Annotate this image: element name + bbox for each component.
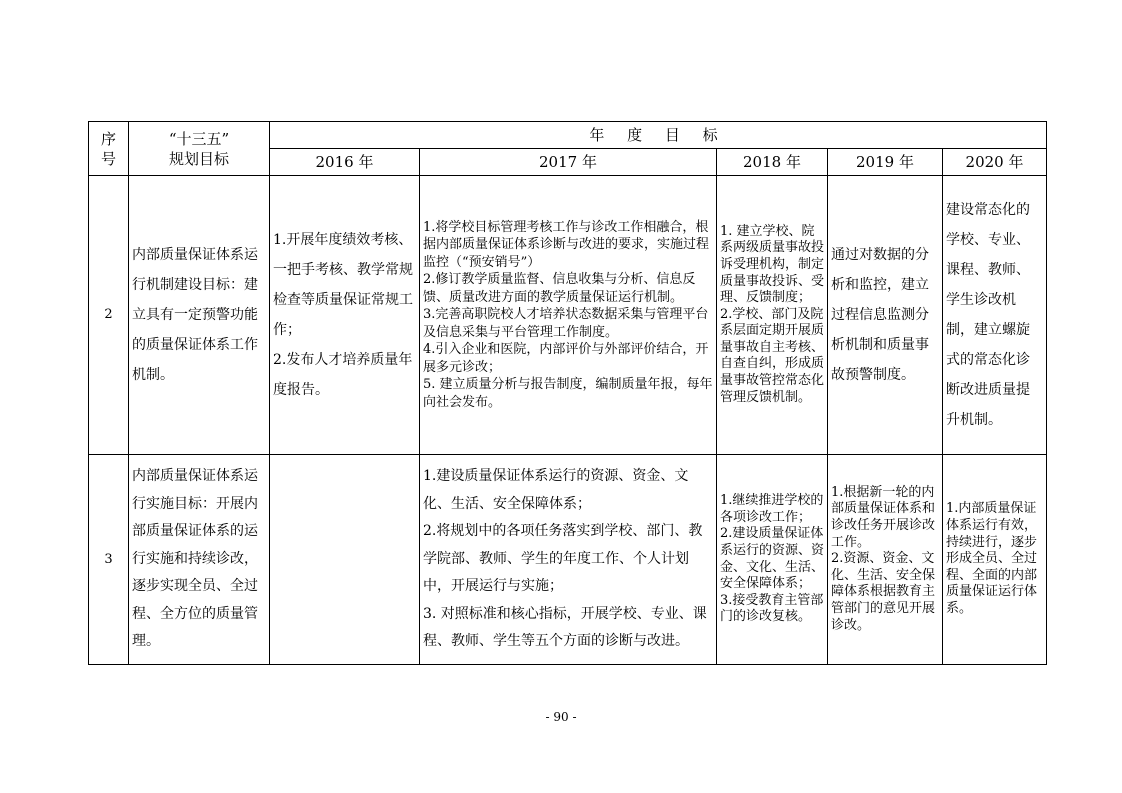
goal-2019-cell: 通过对数据的分析和监控，建立过程信息监测分析机制和质量事故预警制度。 — [828, 176, 943, 455]
goal-2018-item: 1. 建立学校、院系两级质量事故投诉受理机构，制定质量事故投诉、受理、反馈制度； — [720, 223, 825, 306]
year-2019-header: 2019 年 — [828, 149, 943, 176]
goal-2017-item: 4.引入企业和医院，内部评价与外部评价结合，开展多元诊改； — [423, 342, 709, 375]
table-row — [89, 455, 1047, 665]
goal-2017-item: 5. 建立质量分析与报告制度，编制质量年报，每年向社会发布。 — [423, 377, 713, 410]
goal-2020-cell: 建设常态化的学校、专业、课程、教师、学生诊改机制，建立螺旋式的常态化诊断改进质量提升机制。 — [943, 176, 1047, 455]
annual-goals-table — [88, 121, 1047, 665]
goal-2019-item: 2.资源、资金、文化、生活、安全保障体系根据教育主管部门的意见开展诊改。 — [831, 551, 936, 633]
seq-header-line1: 序 — [100, 129, 116, 148]
goal-2016-item: 2.发布人才培养质量年度报告。 — [273, 352, 413, 398]
goal-2018-cell — [717, 455, 828, 665]
plan-goal-header-line2: 规划目标 — [168, 149, 229, 168]
goal-2017-cell — [420, 176, 717, 455]
goal-2018-cell — [717, 176, 828, 455]
goal-2017-item: 2.将规划中的各项任务落实到学校、部门、教学院部、教师、学生的年度工作、个人计划中，开展运行与实施； — [423, 523, 703, 595]
plan-goal-header-line1: “十三五” — [168, 129, 230, 148]
goal-2017-item: 1.建设质量保证体系运行的资源、资金、文化、生活、安全保障体系； — [423, 468, 689, 512]
year-2017-header: 2017 年 — [420, 149, 717, 176]
goal-2017-item: 1.将学校目标管理考核工作与诊改工作相融合，根据内部质量保证体系诊断与改进的要求，实施过程监控（“预安销号”） — [423, 219, 710, 270]
plan-goal-header — [129, 122, 270, 176]
goal-2020-cell: 1.内部质量保证体系运行有效，持续进行，逐步形成全员、全过程、全面的内部质量保证运行体系。 — [943, 455, 1047, 665]
goal-2017-item: 3.完善高职院校人才培养状态数据采集与管理平台及信息采集与平台管理工作制度。 — [423, 307, 709, 340]
goal-2017-item: 2.修订教学质量监督、信息收集与分析、信息反馈、质量改进方面的教学质量保证运行机制。 — [423, 272, 696, 305]
page-number: - 90 - — [545, 710, 577, 724]
goal-2019-item: 1.根据新一轮的内部质量保证体系和诊改任务开展诊改工作。 — [831, 484, 936, 550]
annual-goals-header: 年 度 目 标 — [270, 122, 1047, 149]
row-number: 3 — [89, 455, 129, 665]
goal-2017-item: 3. 对照标准和核心指标，开展学校、专业、课程、教师、学生等五个方面的诊断与改进。 — [423, 605, 707, 650]
goal-2018-item: 2.学校、部门及院系层面定期开展质量事故自主考核、自查自纠，形成质量事故管控常态化管理反馈机制。 — [720, 306, 825, 405]
goal-2018-item: 3.接受教育主管部门的诊改复核。 — [720, 592, 824, 625]
seq-header-line2: 号 — [100, 149, 116, 168]
goal-2018-item: 2.建设质量保证体系运行的资源、资金、文化、生活、安全保障体系； — [720, 526, 825, 592]
goal-2016-cell — [270, 176, 420, 455]
year-2016-header: 2016 年 — [270, 149, 420, 176]
plan-goal-cell: 内部质量保证体系运行实施目标：开展内部质量保证体系的运行实施和持续诊改，逐步实现全员、全过程、全方位的质量管理。 — [129, 455, 270, 665]
table-row — [89, 176, 1047, 455]
goal-2018-item: 1.继续推进学校的各项诊改工作； — [720, 493, 824, 525]
goal-2019-cell — [828, 455, 943, 665]
plan-goal-cell: 内部质量保证体系运行机制建设目标：建立具有一定预警功能的质量保证体系工作机制。 — [129, 176, 270, 455]
seq-header — [89, 122, 129, 176]
goal-2016-item: 1.开展年度绩效考核、一把手考核、教学常规检查等质量保证常规工作； — [273, 232, 413, 338]
year-2020-header: 2020 年 — [943, 149, 1047, 176]
goal-2017-cell — [420, 455, 717, 665]
year-2018-header: 2018 年 — [717, 149, 828, 176]
goal-2016-cell — [270, 455, 420, 665]
row-number: 2 — [89, 176, 129, 455]
